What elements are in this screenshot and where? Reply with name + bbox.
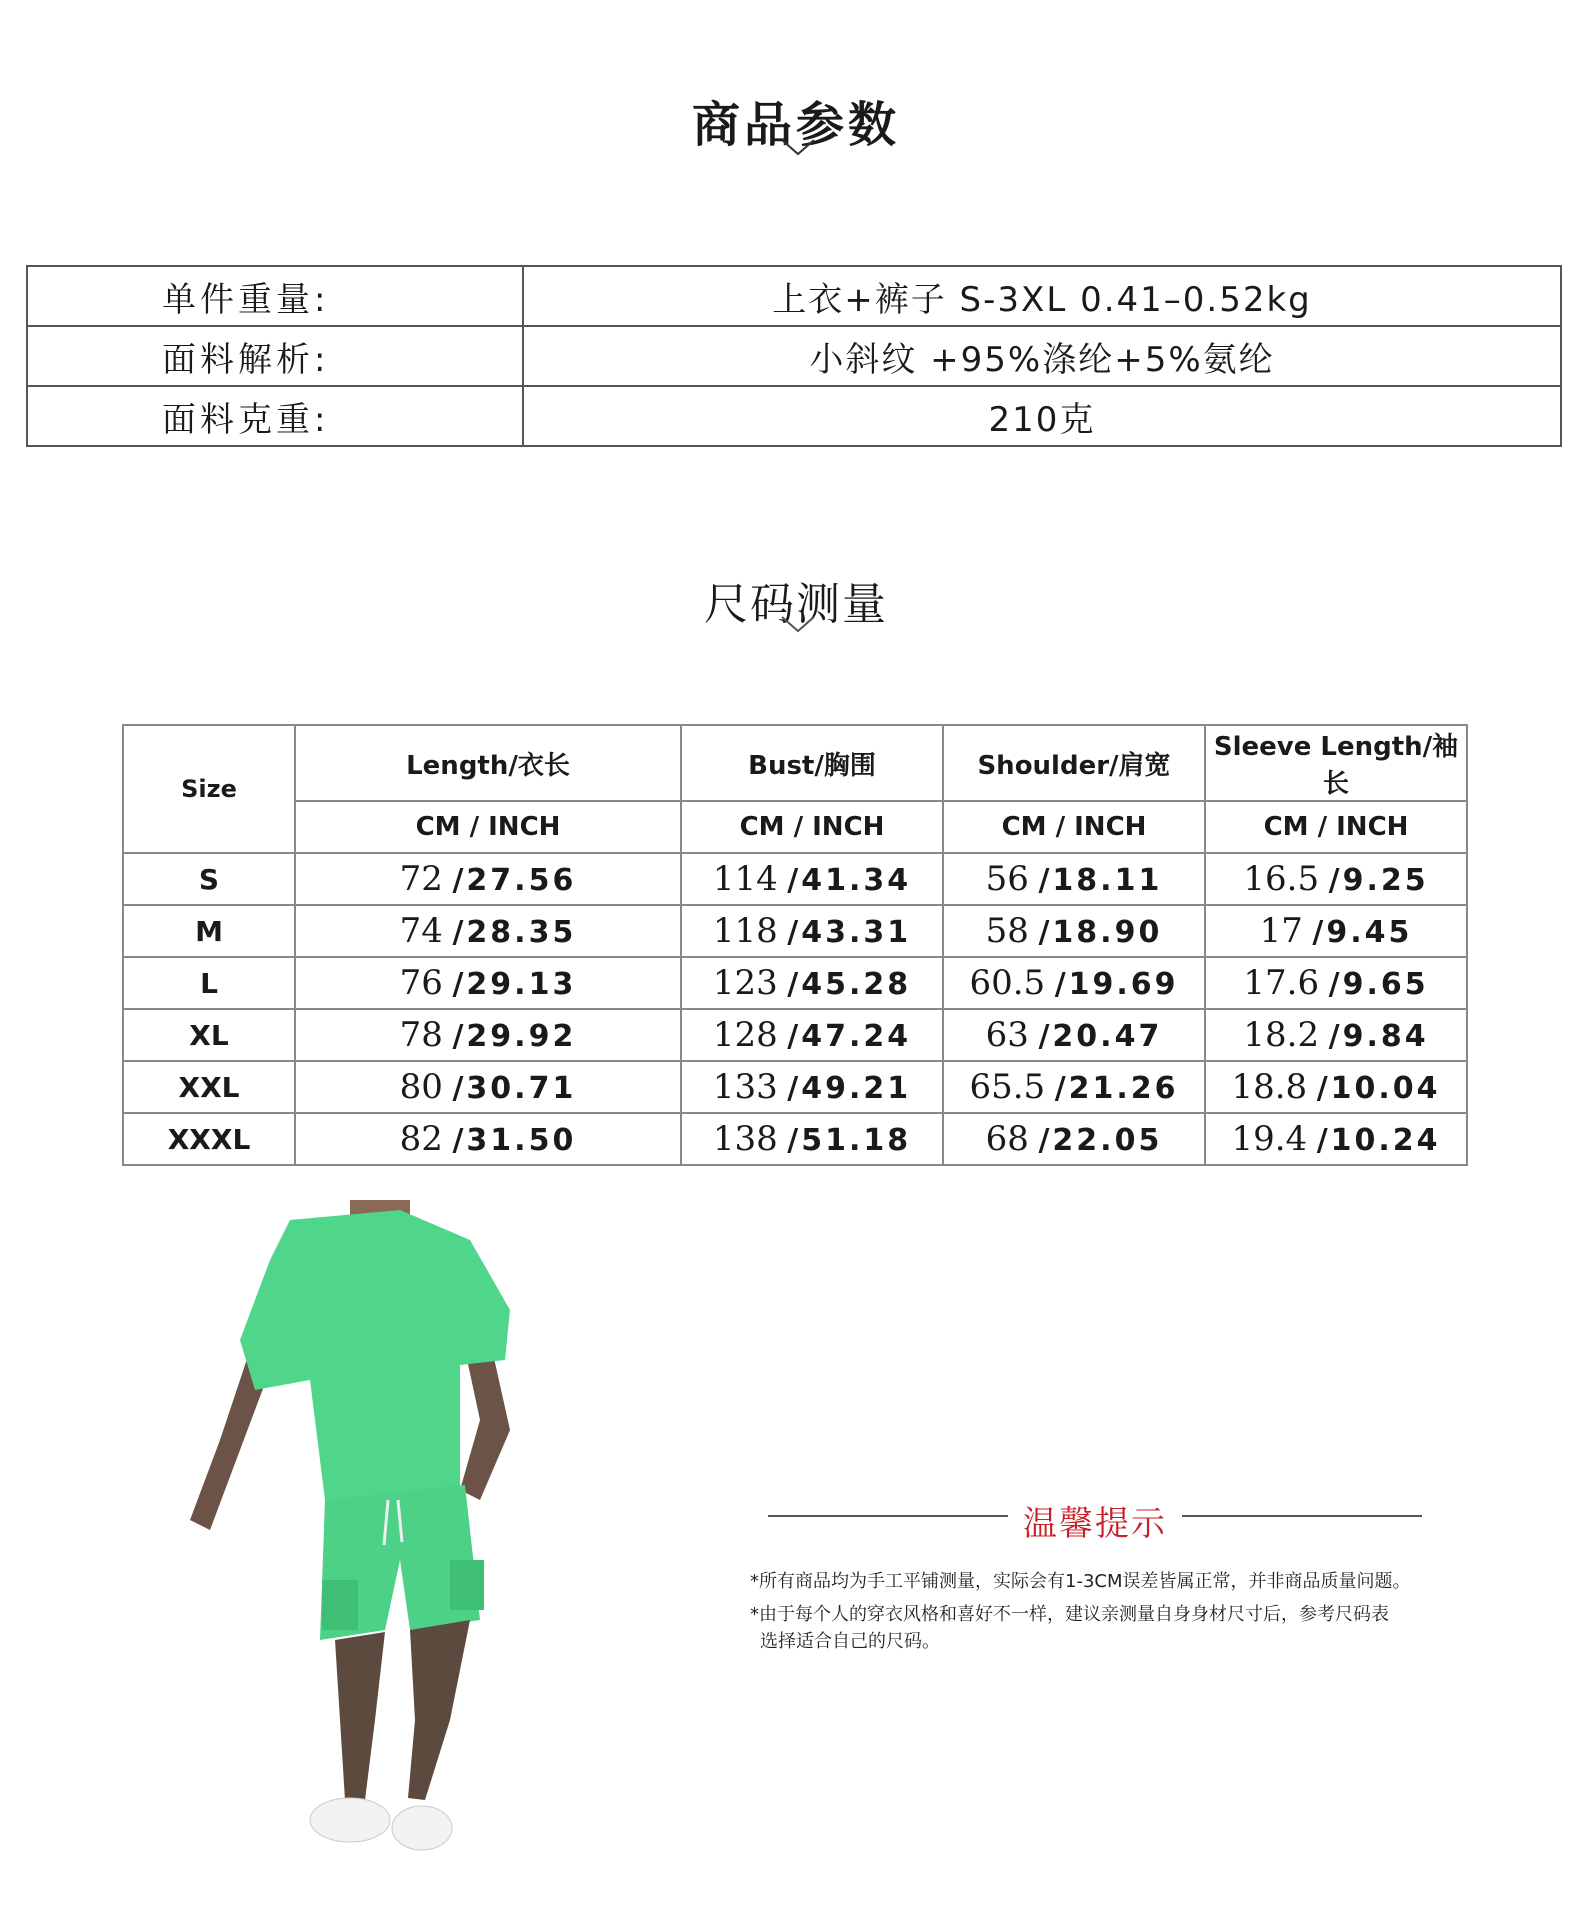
measure-cell (1205, 957, 1467, 1009)
divider (768, 1515, 1008, 1517)
inch-value: /45.28 (787, 967, 912, 1002)
column-header: Length/衣长 (295, 725, 681, 801)
chevron-down-icon (780, 138, 816, 158)
cm-value: 60.5 (969, 963, 1046, 1003)
measure-cell (943, 905, 1205, 957)
measure-cell (295, 1009, 681, 1061)
column-header: Bust/胸围 (681, 725, 943, 801)
param-label: 面料克重: (27, 386, 523, 446)
measure-cell (295, 1113, 681, 1165)
inch-value: /10.24 (1316, 1123, 1441, 1158)
column-header: Sleeve Length/袖长 (1205, 725, 1467, 801)
measure-cell (943, 853, 1205, 905)
measure-cell (1205, 1061, 1467, 1113)
size-header: Size (123, 725, 295, 853)
measure-cell (681, 1061, 943, 1113)
tip-note: 选择适合自己的尺码。 (760, 1631, 940, 1652)
cm-value: 63 (985, 1015, 1029, 1055)
measure-cell (1205, 853, 1467, 905)
measure-cell (943, 1061, 1205, 1113)
param-label: 面料解析: (27, 326, 523, 386)
product-model-image (160, 1200, 560, 1860)
inch-value: /43.31 (787, 915, 912, 950)
cm-value: 74 (399, 911, 443, 951)
size-label: XL (123, 1009, 295, 1061)
measure-cell (295, 853, 681, 905)
inch-value: /41.34 (787, 863, 912, 898)
measure-cell (1205, 1009, 1467, 1061)
inch-value: /9.65 (1328, 967, 1429, 1002)
size-table (122, 724, 1468, 1166)
table-row (123, 905, 1467, 957)
tips-title: 温馨提示 (1023, 1504, 1167, 1544)
inch-value: /20.47 (1038, 1019, 1163, 1054)
inch-value: /31.50 (452, 1123, 577, 1158)
measure-cell (1205, 1113, 1467, 1165)
table-row (123, 1113, 1467, 1165)
inch-value: /10.04 (1316, 1071, 1441, 1106)
cm-value: 58 (985, 911, 1029, 951)
size-label: S (123, 853, 295, 905)
inch-value: /9.25 (1328, 863, 1429, 898)
inch-value: /18.90 (1038, 915, 1163, 950)
measure-cell (943, 1009, 1205, 1061)
unit-row (123, 801, 1467, 853)
cm-value: 18.2 (1243, 1015, 1320, 1055)
inch-value: /9.45 (1312, 915, 1413, 950)
measure-cell (295, 905, 681, 957)
params-table (26, 265, 1562, 447)
cm-value: 128 (712, 1015, 778, 1055)
cm-value: 17.6 (1243, 963, 1320, 1003)
column-header: Shoulder/肩宽 (943, 725, 1205, 801)
measure-cell (681, 1113, 943, 1165)
size-title: 尺码测量 (704, 579, 888, 630)
unit-label: CM / INCH (681, 801, 943, 853)
unit-label: CM / INCH (943, 801, 1205, 853)
measure-cell (681, 853, 943, 905)
size-label: L (123, 957, 295, 1009)
cm-value: 114 (712, 859, 778, 899)
inch-value: /28.35 (452, 915, 577, 950)
param-value: 小斜纹 +95%涤纶+5%氨纶 (523, 326, 1561, 386)
measure-cell (295, 1061, 681, 1113)
cm-value: 19.4 (1231, 1119, 1308, 1159)
cm-value: 123 (712, 963, 778, 1003)
divider (1182, 1515, 1422, 1517)
size-label: M (123, 905, 295, 957)
cm-value: 76 (399, 963, 443, 1003)
unit-label: CM / INCH (1205, 801, 1467, 853)
t-shirt-shape (240, 1210, 510, 1500)
tip-note: *由于每个人的穿衣风格和喜好不一样，建议亲测量自身身材尺寸后，参考尺码表 (750, 1604, 1389, 1625)
inch-value: /19.69 (1054, 967, 1179, 1002)
cm-value: 80 (399, 1067, 443, 1107)
inch-value: /47.24 (787, 1019, 912, 1054)
cm-value: 78 (399, 1015, 443, 1055)
table-row (27, 386, 1561, 446)
measure-cell (943, 1113, 1205, 1165)
table-row (123, 1061, 1467, 1113)
inch-value: /9.84 (1328, 1019, 1429, 1054)
table-header-row (123, 725, 1467, 801)
inch-value: /49.21 (787, 1071, 912, 1106)
table-row (27, 266, 1561, 326)
measure-cell (681, 957, 943, 1009)
cm-value: 16.5 (1243, 859, 1320, 899)
measure-cell (681, 1009, 943, 1061)
tip-note: *所有商品均为手工平铺测量，实际会有1-3CM误差皆属正常，并非商品质量问题。 (750, 1571, 1411, 1592)
cm-value: 17 (1259, 911, 1303, 951)
cm-value: 65.5 (969, 1067, 1046, 1107)
cm-value: 82 (399, 1119, 443, 1159)
cm-value: 138 (712, 1119, 778, 1159)
inch-value: /27.56 (452, 863, 577, 898)
measure-cell (943, 957, 1205, 1009)
cm-value: 18.8 (1231, 1067, 1308, 1107)
cm-value: 133 (712, 1067, 778, 1107)
measure-cell (1205, 905, 1467, 957)
inch-value: /30.71 (452, 1071, 577, 1106)
table-row (123, 957, 1467, 1009)
table-row (123, 1009, 1467, 1061)
inch-value: /29.13 (452, 967, 577, 1002)
table-row (27, 326, 1561, 386)
cm-value: 118 (712, 911, 778, 951)
measure-cell (681, 905, 943, 957)
param-value: 210克 (523, 386, 1561, 446)
measure-cell (295, 957, 681, 1009)
size-label: XXXL (123, 1113, 295, 1165)
params-title: 商品参数 (691, 97, 900, 153)
param-value: 上衣+裤子 S-3XL 0.41–0.52kg (523, 266, 1561, 326)
chevron-down-icon (780, 615, 816, 635)
cm-value: 72 (399, 859, 443, 899)
inch-value: /29.92 (452, 1019, 577, 1054)
unit-label: CM / INCH (295, 801, 681, 853)
param-label: 单件重量: (27, 266, 523, 326)
inch-value: /18.11 (1038, 863, 1163, 898)
cm-value: 68 (985, 1119, 1029, 1159)
inch-value: /51.18 (787, 1123, 912, 1158)
inch-value: /22.05 (1038, 1123, 1163, 1158)
inch-value: /21.26 (1054, 1071, 1179, 1106)
size-rows (123, 853, 1467, 1165)
size-label: XXL (123, 1061, 295, 1113)
table-row (123, 853, 1467, 905)
cm-value: 56 (985, 859, 1029, 899)
